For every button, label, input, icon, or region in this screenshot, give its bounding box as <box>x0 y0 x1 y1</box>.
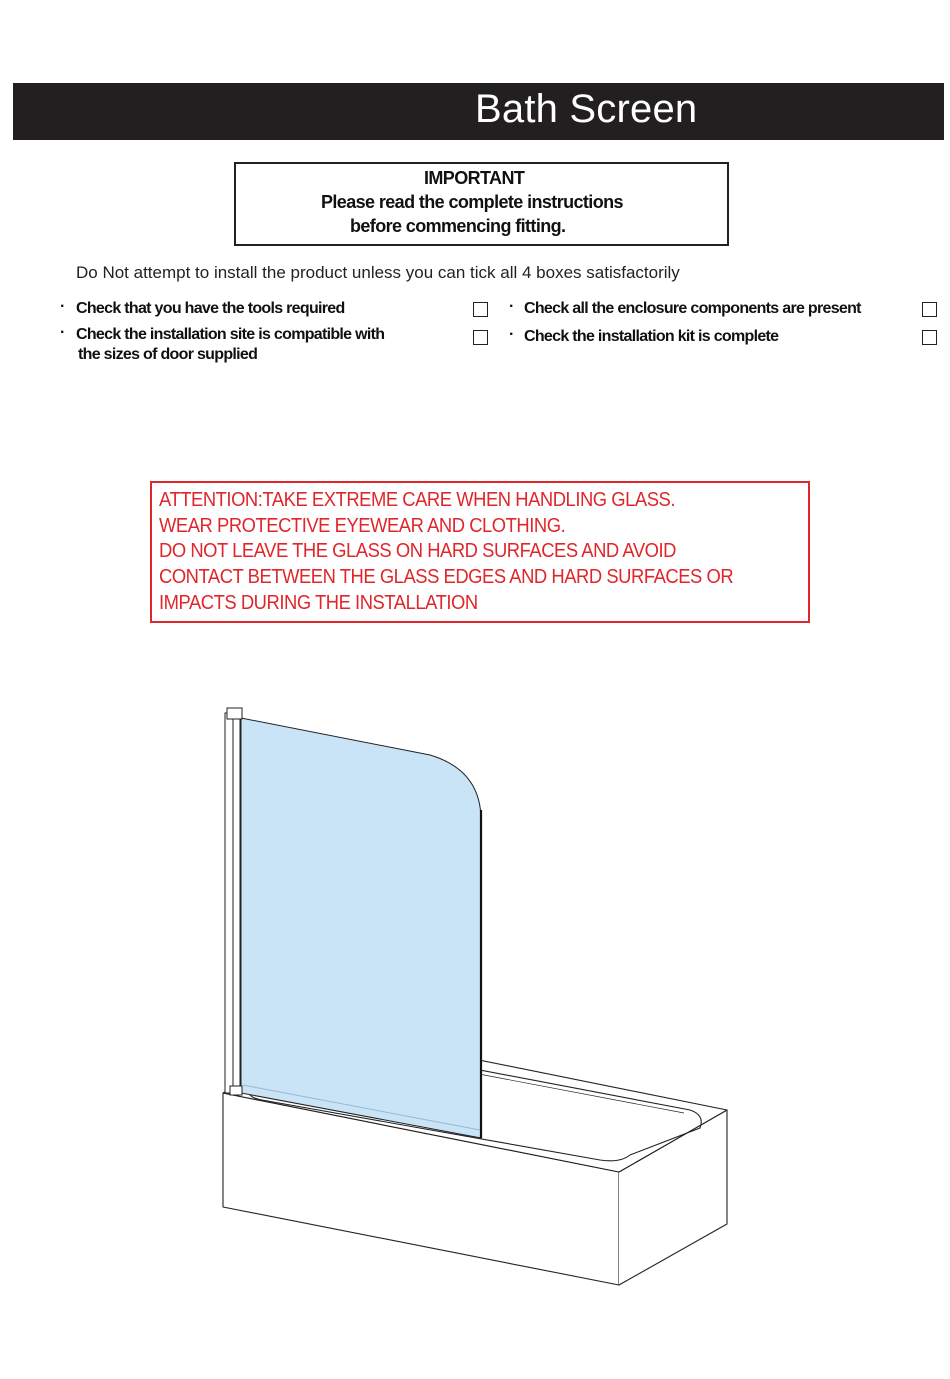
important-heading: IMPORTANT <box>424 168 525 188</box>
check-item-site: Check the installation site is compatible with <box>76 326 385 343</box>
check-item-components: Check all the enclosure components are present <box>524 300 861 317</box>
important-line-1: Please read the complete instructions <box>321 192 623 212</box>
check-item-site-line-2: the sizes of door supplied <box>78 346 258 363</box>
page-title: Bath Screen <box>475 87 698 131</box>
bullet: · <box>60 324 66 341</box>
attention-line-2: WEAR PROTECTIVE EYEWEAR AND CLOTHING. <box>159 515 566 537</box>
bullet: · <box>509 298 515 315</box>
check-item-kit: Check the installation kit is complete <box>524 328 779 345</box>
attention-line-4: CONTACT BETWEEN THE GLASS EDGES AND HARD SURFACES OR <box>159 566 734 588</box>
important-line-2: before commencing fitting. <box>350 216 566 236</box>
intro-text: Do Not attempt to install the product unless you can tick all 4 boxes satisfactorily <box>76 263 680 282</box>
glass-panel <box>241 718 481 1138</box>
wall-profile <box>225 713 233 1093</box>
attention-line-5: IMPACTS DURING THE INSTALLATION <box>159 592 478 614</box>
check-item-tools: Check that you have the tools required <box>76 300 345 317</box>
attention-line-3: DO NOT LEAVE THE GLASS ON HARD SURFACES AND AVOID <box>159 540 676 562</box>
attention-line-1: ATTENTION:TAKE EXTREME CARE WHEN HANDLING GLASS. <box>159 489 676 511</box>
bullet: · <box>509 326 515 343</box>
bullet: · <box>60 298 66 315</box>
